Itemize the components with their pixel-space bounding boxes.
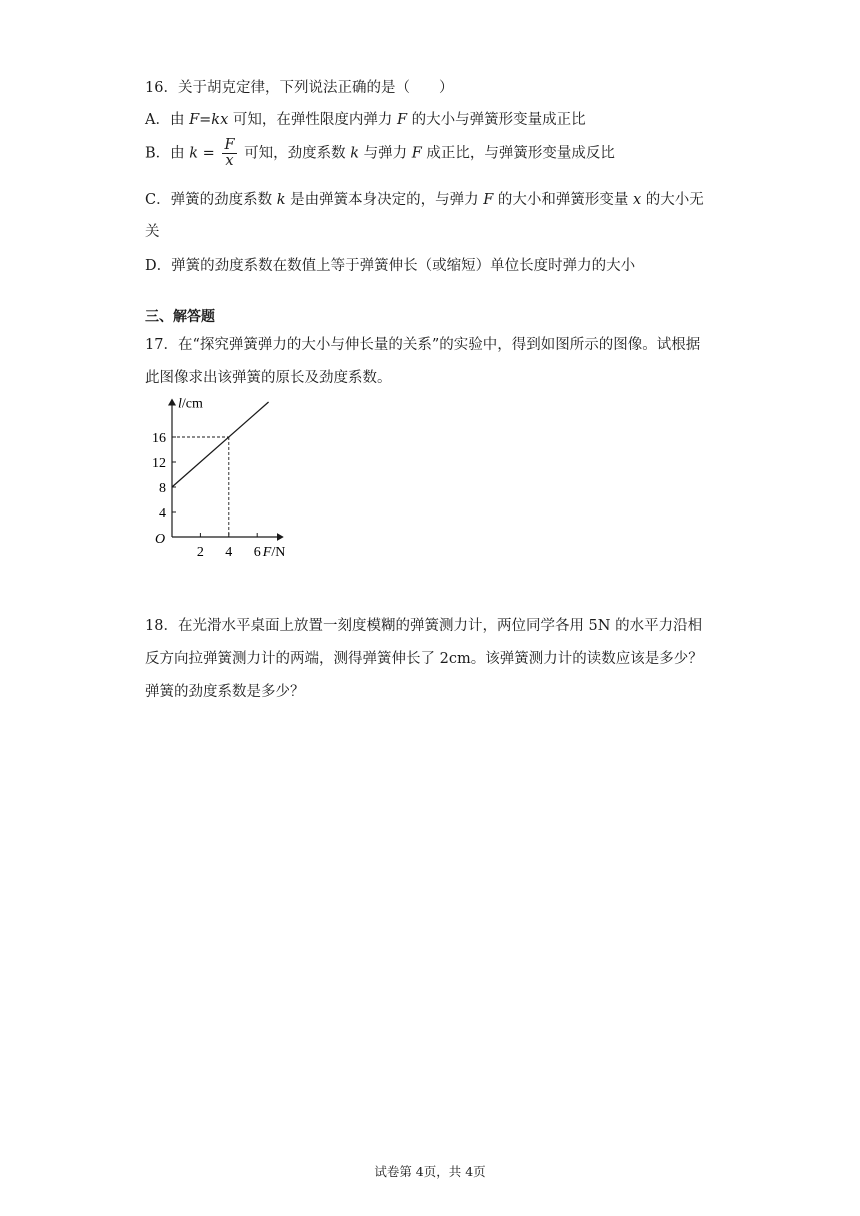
x-tick-label: 2 [196,545,204,560]
q17-line-1: 17．在“探究弹簧弹力的大小与伸长量的关系”的实验中，得到如图所示的图像。试根据 [145,337,701,353]
x-tick-label: 4 [225,545,233,560]
fraction-f-over-x: $\frac{F}{x}$ [224,137,235,169]
y-axis-label: l/cm [178,396,203,412]
series-line [172,402,269,487]
y-tick-label: 4 [159,506,166,521]
q16-option-b: B．由 k = $\frac{F}{x}$ 可知，劲度系数 k 与弹力 F 成正比，与弹簧形变量成反比 [145,137,615,169]
y-tick-label: 12 [152,456,166,471]
q16-option-d: D．弹簧的劲度系数在数值上等于弹簧伸长（或缩短）单位长度时弹力的大小 [145,258,636,274]
q18-line-2: 反方向拉弹簧测力计的两端，测得弹簧伸长了 2cm。该弹簧测力计的读数应该是多少？ [145,651,703,667]
section-heading: 三、解答题 [145,309,215,325]
spring-length-force-chart [140,395,320,570]
q16-option-a: A．由 F=kx 可知，在弹性限度内弹力 F 的大小与弹簧形变量成正比 [145,112,586,128]
x-axis-label: F/N [262,545,286,560]
q16-option-c: C．弹簧的劲度系数 k 是由弹簧本身决定的，与弹力 F 的大小和弹簧形变量 x 的大小无 [145,192,704,208]
q16-stem: 16．关于胡克定律，下列说法正确的是（ ） [145,80,454,96]
y-tick-label: 16 [152,431,166,446]
y-tick-label: 8 [159,481,166,496]
q17-line-2: 此图像求出该弹簧的原长及劲度系数。 [145,370,392,386]
q18-line-3: 弹簧的劲度系数是多少？ [145,684,305,700]
q16-option-c-continued: 关 [145,224,160,240]
q18-line-1: 18．在光滑水平桌面上放置一刻度模糊的弹簧测力计，两位同学各用 5N 的水平力沿相 [145,618,703,634]
x-tick-label: 6 [253,545,261,560]
origin-label: O [155,532,166,547]
page-footer: 试卷第 4页，共 4页 [374,1164,486,1179]
